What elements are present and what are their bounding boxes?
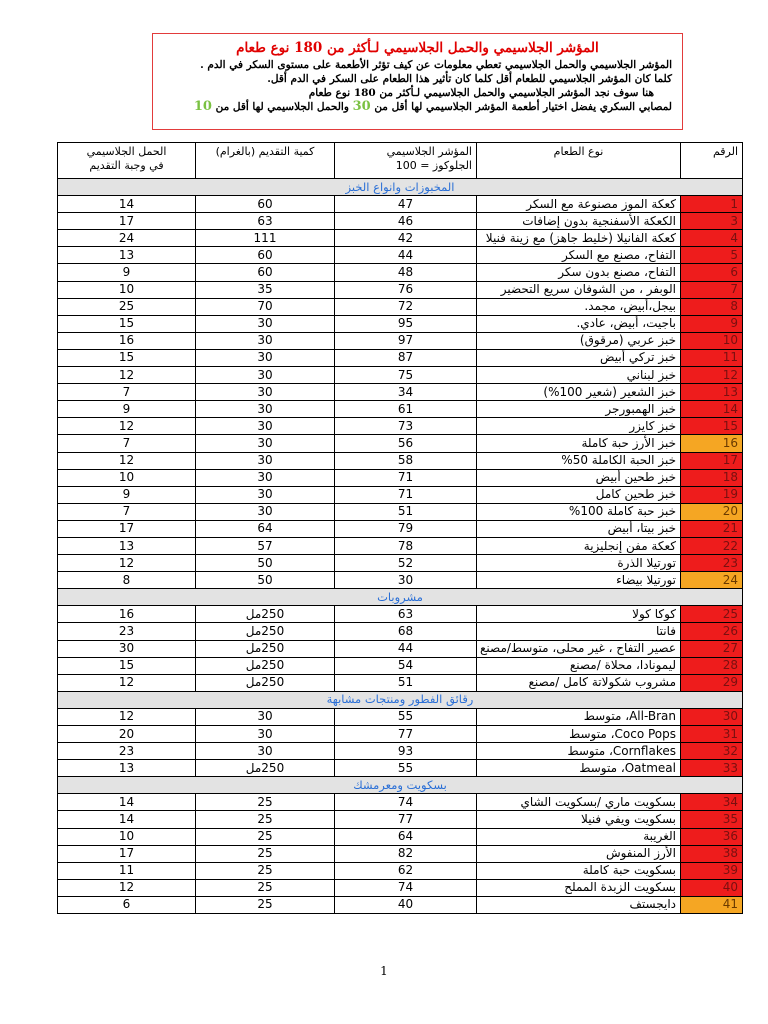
serving-size: 30 [196,726,335,743]
gi-limit: 30 [352,99,371,114]
food-name: خبز كايزر [477,418,681,435]
gi-value: 46 [335,213,477,230]
gl-value: 15 [58,315,196,332]
food-name: خبز الشعير (شعير 100%) [477,384,681,401]
serving-size: 250مل [196,623,335,640]
table-row [58,213,743,230]
gi-value: 55 [335,760,477,777]
food-name: الأرز المنفوش [477,845,681,862]
gi-value: 56 [335,435,477,452]
section-header [58,179,743,196]
gi-value: 44 [335,640,477,657]
section-header [58,589,743,606]
section-title: المخبوزات وانواع الخبز [58,179,743,196]
page-title: المؤشر الجلاسيمي والحمل الجلاسيمي لـأكثر من 180 نوع طعام [236,40,599,56]
food-name: تورتيلا الذرة [477,555,681,572]
gl-value: 9 [58,486,196,503]
gi-value: 34 [335,384,477,401]
gl-value: 12 [58,555,196,572]
food-name: خبز حبة كاملة 100% [477,503,681,520]
gl-value: 12 [58,452,196,469]
food-name: خبز الهمبورجر [477,401,681,418]
gi-value: 47 [335,196,477,213]
serving-size: 25 [196,896,335,913]
table-row [58,794,743,811]
table-body [58,179,743,914]
row-number: 30 [681,708,743,725]
food-name: خبز بيتا، أبيض [477,520,681,537]
gi-value: 54 [335,657,477,674]
serving-size: 60 [196,247,335,264]
row-number: 36 [681,828,743,845]
table-row [58,743,743,760]
food-name: كعكة مفن إنجليزية [477,537,681,554]
section-title: مشروبات [58,589,743,606]
gi-value: 62 [335,862,477,879]
gl-value: 25 [58,298,196,315]
food-name: بسكويت الزبدة المملح [477,879,681,896]
serving-size: 30 [196,503,335,520]
serving-size: 60 [196,264,335,281]
row-number: 35 [681,811,743,828]
gi-value: 68 [335,623,477,640]
table-row [58,572,743,589]
gi-value: 44 [335,247,477,264]
table-row [58,469,743,486]
gi-value: 64 [335,828,477,845]
header-gl: الحمل الجلاسيمي في وجبة التقديم [58,143,196,179]
table-row [58,606,743,623]
row-number: 28 [681,657,743,674]
gl-value: 13 [58,537,196,554]
gi-value: 63 [335,606,477,623]
gl-value: 7 [58,435,196,452]
row-number: 17 [681,452,743,469]
serving-size: 30 [196,384,335,401]
row-number: 6 [681,264,743,281]
row-number: 21 [681,520,743,537]
food-name: الغريبة [477,828,681,845]
row-number: 4 [681,230,743,247]
table-row [58,520,743,537]
table-row [58,760,743,777]
gl-value: 10 [58,469,196,486]
row-number: 39 [681,862,743,879]
serving-size: 250مل [196,674,335,691]
gl-value: 14 [58,811,196,828]
section-header [58,691,743,708]
header-box [152,33,683,130]
row-number: 9 [681,315,743,332]
row-number: 26 [681,623,743,640]
table-row [58,384,743,401]
gi-value: 48 [335,264,477,281]
gi-value: 58 [335,452,477,469]
gl-value: 16 [58,606,196,623]
gi-value: 51 [335,503,477,520]
gi-value: 95 [335,315,477,332]
row-number: 1 [681,196,743,213]
gl-value: 10 [58,828,196,845]
food-name: خبز طحين أبيض [477,469,681,486]
gi-value: 78 [335,537,477,554]
gi-value: 61 [335,401,477,418]
gi-value: 71 [335,486,477,503]
food-name: عصير التفاح ، غير محلى، متوسط/مصنع [477,640,681,657]
food-name: الكعكة الأسفنجية بدون إضافات [477,213,681,230]
serving-size: 250مل [196,606,335,623]
serving-size: 250مل [196,657,335,674]
row-number: 13 [681,384,743,401]
table-row [58,862,743,879]
gi-value: 93 [335,743,477,760]
gl-value: 12 [58,879,196,896]
gl-value: 7 [58,384,196,401]
row-number: 12 [681,367,743,384]
row-number: 32 [681,743,743,760]
table-row [58,555,743,572]
food-name: خبز تركي أبيض [477,349,681,366]
gi-value: 75 [335,367,477,384]
gl-value: 9 [58,264,196,281]
table-row [58,435,743,452]
row-number: 23 [681,555,743,572]
page-number: 1 [380,964,388,978]
table-row [58,657,743,674]
row-number: 10 [681,332,743,349]
gi-value: 76 [335,281,477,298]
gi-value: 51 [335,674,477,691]
row-number: 34 [681,794,743,811]
food-name: بسكويت ماري /بسكويت الشاي [477,794,681,811]
serving-size: 30 [196,418,335,435]
food-name: فانتا [477,623,681,640]
table-row [58,452,743,469]
gl-value: 23 [58,623,196,640]
gl-value: 12 [58,708,196,725]
gl-value: 24 [58,230,196,247]
serving-size: 50 [196,555,335,572]
table-row [58,674,743,691]
serving-size: 50 [196,572,335,589]
gl-value: 12 [58,418,196,435]
row-number: 5 [681,247,743,264]
table-row [58,896,743,913]
serving-size: 111 [196,230,335,247]
serving-size: 30 [196,486,335,503]
table-row [58,264,743,281]
row-number: 19 [681,486,743,503]
gl-value: 30 [58,640,196,657]
row-number: 11 [681,349,743,366]
row-number: 8 [681,298,743,315]
table-row [58,879,743,896]
intro-line-4-a: لمصابي السكري يفضل اختيار أطعمة المؤشر الجلاسيمي لها أقل من [374,101,672,113]
table-row [58,230,743,247]
food-name: خبز الأرز حبة كاملة [477,435,681,452]
serving-size: 30 [196,332,335,349]
food-name: All-Bran، متوسط [477,708,681,725]
intro-line-4-b: والحمل الجلاسيمي لها أقل من [215,101,349,113]
food-name: مشروب شكولاتة كامل /مصنع [477,674,681,691]
food-name: خبز لبناني [477,367,681,384]
food-name: باجيت، أبيض، عادي. [477,315,681,332]
serving-size: 70 [196,298,335,315]
gl-value: 12 [58,367,196,384]
food-name: بسكويت ويفي فنيلا [477,811,681,828]
gl-value: 9 [58,401,196,418]
gi-value: 73 [335,418,477,435]
table-row [58,418,743,435]
food-name: دايجستف [477,896,681,913]
row-number: 7 [681,281,743,298]
gl-value: 8 [58,572,196,589]
gi-value: 30 [335,572,477,589]
row-number: 18 [681,469,743,486]
table-row [58,828,743,845]
serving-size: 63 [196,213,335,230]
gi-value: 77 [335,811,477,828]
gi-value: 87 [335,349,477,366]
row-number: 29 [681,674,743,691]
gi-table [57,142,743,914]
gl-value: 12 [58,674,196,691]
serving-size: 30 [196,401,335,418]
gi-value: 74 [335,794,477,811]
table-row [58,623,743,640]
gi-value: 79 [335,520,477,537]
gl-value: 23 [58,743,196,760]
gi-value: 74 [335,879,477,896]
food-name: Coco Pops، متوسط [477,726,681,743]
table-row [58,196,743,213]
gi-value: 71 [335,469,477,486]
serving-size: 250مل [196,760,335,777]
table-row [58,332,743,349]
row-number: 31 [681,726,743,743]
serving-size: 25 [196,879,335,896]
food-name: بيجل،أبيض، مجمد. [477,298,681,315]
serving-size: 25 [196,845,335,862]
section-header [58,777,743,794]
serving-size: 250مل [196,640,335,657]
gl-value: 20 [58,726,196,743]
serving-size: 30 [196,435,335,452]
row-number: 20 [681,503,743,520]
serving-size: 64 [196,520,335,537]
gi-value: 52 [335,555,477,572]
row-number: 33 [681,760,743,777]
food-name: التفاح، مصنع مع السكر [477,247,681,264]
serving-size: 25 [196,828,335,845]
row-number: 24 [681,572,743,589]
row-number: 27 [681,640,743,657]
table-row [58,349,743,366]
header-num: الرقم [681,143,743,179]
gl-value: 14 [58,794,196,811]
table-row [58,298,743,315]
serving-size: 30 [196,743,335,760]
table-row [58,640,743,657]
gl-value: 15 [58,657,196,674]
header-food: نوع الطعام [477,143,681,179]
section-title: بسكويت ومعرمشك [58,777,743,794]
serving-size: 35 [196,281,335,298]
gl-value: 17 [58,213,196,230]
gl-value: 17 [58,520,196,537]
gi-value: 72 [335,298,477,315]
table-row [58,281,743,298]
serving-size: 25 [196,794,335,811]
food-name: كعكة الفانيلا (خليط جاهز) مع زينة فنيلا [477,230,681,247]
gl-value: 7 [58,503,196,520]
gl-value: 13 [58,247,196,264]
food-name: كعكة الموز مصنوعة مع السكر [477,196,681,213]
serving-size: 30 [196,469,335,486]
row-number: 22 [681,537,743,554]
food-name: خبز طحين كامل [477,486,681,503]
serving-size: 25 [196,862,335,879]
intro-line-3: هنا سوف نجد المؤشر الجلاسيمي والحمل الجلاسيمي لـأكثر من 180 نوع طعام [308,87,654,99]
serving-size: 30 [196,708,335,725]
gi-value: 42 [335,230,477,247]
intro-line-4 [163,100,672,114]
food-name: بسكويت حبة كاملة [477,862,681,879]
food-name: Cornflakes، متوسط [477,743,681,760]
intro-line-1: المؤشر الجلاسيمي والحمل الجلاسيمي تعطي معلومات عن كيف تؤثر الأطعمة على مستوى السكر في الدم . [200,59,672,71]
table-row [58,486,743,503]
table-row [58,247,743,264]
intro-line-2: كلما كان المؤشر الجلاسيمي للطعام أقل كلما كان تأثير هذا الطعام على السكر في الدم أقل. [267,73,672,85]
row-number: 41 [681,896,743,913]
gi-value: 55 [335,708,477,725]
table-row [58,845,743,862]
serving-size: 30 [196,349,335,366]
gl-value: 15 [58,349,196,366]
food-name: خبز عربي (مرقوق) [477,332,681,349]
row-number: 15 [681,418,743,435]
table-row [58,811,743,828]
gl-value: 11 [58,862,196,879]
serving-size: 25 [196,811,335,828]
food-name: الوبفر ، من الشوفان سريع التحضير [477,281,681,298]
food-name: كوكا كولا [477,606,681,623]
gl-value: 6 [58,896,196,913]
gl-value: 16 [58,332,196,349]
gl-value: 10 [58,281,196,298]
food-name: ليمونادا، محلاة /مصنع [477,657,681,674]
table-row [58,367,743,384]
table-row [58,537,743,554]
table-row [58,503,743,520]
gl-value: 13 [58,760,196,777]
row-number: 3 [681,213,743,230]
gi-value: 97 [335,332,477,349]
food-name: تورتيلا بيضاء [477,572,681,589]
gl-value: 14 [58,196,196,213]
row-number: 14 [681,401,743,418]
row-number: 25 [681,606,743,623]
row-number: 38 [681,845,743,862]
serving-size: 60 [196,196,335,213]
table-row [58,726,743,743]
gi-value: 82 [335,845,477,862]
gi-value: 77 [335,726,477,743]
food-name: خبز الحبة الكاملة 50% [477,452,681,469]
serving-size: 57 [196,537,335,554]
table-row [58,315,743,332]
table-row [58,708,743,725]
gl-limit: 10 [193,99,212,114]
row-number: 40 [681,879,743,896]
serving-size: 30 [196,452,335,469]
header-serving: كمية التقديم (بالغرام) [196,143,335,179]
food-name: التفاح، مصنع بدون سكر [477,264,681,281]
table-row [58,401,743,418]
gl-value: 17 [58,845,196,862]
header-gi: المؤشر الجلاسيمي الجلوكوز = 100 [335,143,477,179]
section-title: رقائق الفطور ومنتجات مشابهة [58,691,743,708]
serving-size: 30 [196,367,335,384]
food-name: Oatmeal، متوسط [477,760,681,777]
row-number: 16 [681,435,743,452]
serving-size: 30 [196,315,335,332]
gi-value: 40 [335,896,477,913]
